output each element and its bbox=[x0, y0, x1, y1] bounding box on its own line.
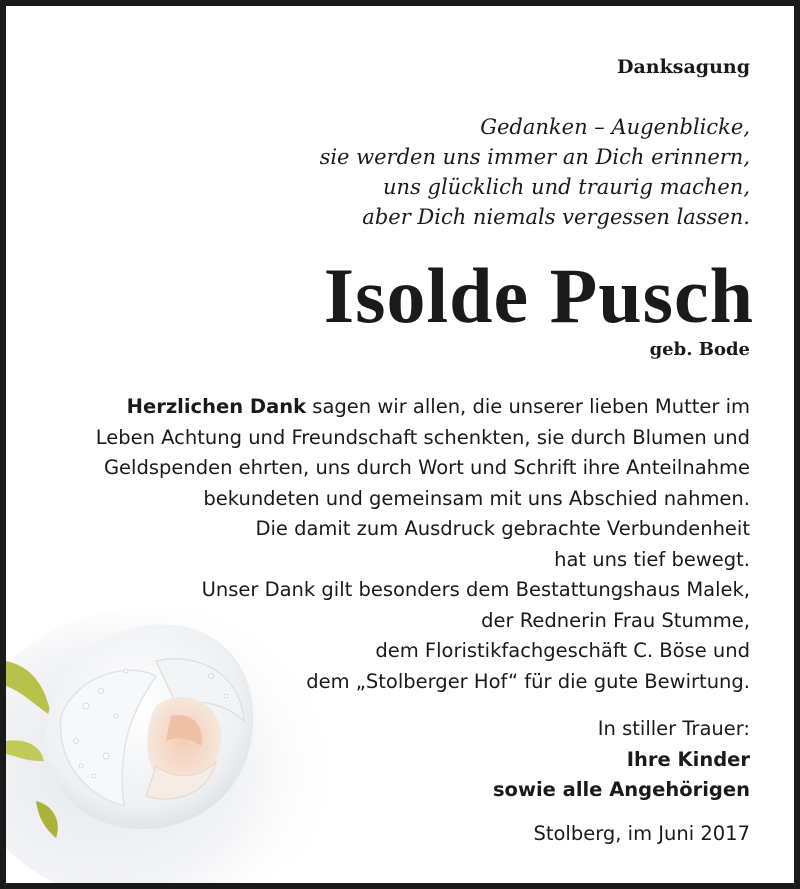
notice-heading: Danksagung bbox=[617, 56, 750, 78]
thanks-line: Geldspenden ehrten, uns durch Wort und Schrift ihre Anteilnahme bbox=[103, 456, 750, 479]
thanks-line: bekundeten und gemeinsam mit uns Abschied nahmen. bbox=[203, 486, 750, 510]
memorial-poem bbox=[320, 112, 750, 232]
place-date: Stolberg, im Juni 2017 bbox=[533, 822, 750, 845]
thanks-lead: Herzlichen Dank bbox=[126, 395, 307, 418]
signature-intro: In stiller Trauer: bbox=[597, 717, 750, 740]
signature-block bbox=[493, 714, 750, 806]
poem-line: Gedanken – Augenblicke, bbox=[480, 115, 750, 139]
thanks-text bbox=[20, 392, 750, 697]
poem-line: uns glücklich und traurig machen, bbox=[383, 175, 750, 199]
poem-line: aber Dich niemals vergessen lassen. bbox=[362, 205, 750, 229]
maiden-name: geb. Bode bbox=[649, 339, 750, 360]
thanks-line: Die damit zum Ausdruck gebrachte Verbundenheit bbox=[255, 517, 750, 540]
thanks-line bbox=[20, 392, 750, 423]
poem-line: sie werden uns immer an Dich erinnern, bbox=[319, 145, 750, 169]
thanks-line: dem Floristikfachgeschäft C. Böse und bbox=[375, 639, 750, 662]
thanks-line: Leben Achtung und Freundschaft schenkten, sie durch Blumen und bbox=[95, 425, 750, 449]
thanks-line: Unser Dank gilt besonders dem Bestattungshaus Malek, bbox=[201, 578, 750, 601]
thanks-first-line-rest: sagen wir allen, die unserer lieben Mutter im bbox=[306, 395, 750, 418]
thanks-line: dem „Stolberger Hof“ für die gute Bewirtung. bbox=[306, 669, 750, 693]
signature-relatives: sowie alle Angehörigen bbox=[492, 778, 750, 801]
deceased-name: Isolde Pusch bbox=[323, 252, 754, 339]
thanks-line: der Rednerin Frau Stumme, bbox=[481, 608, 750, 632]
signature-children: Ihre Kinder bbox=[626, 747, 750, 771]
thanks-line: hat uns tief bewegt. bbox=[554, 547, 750, 571]
